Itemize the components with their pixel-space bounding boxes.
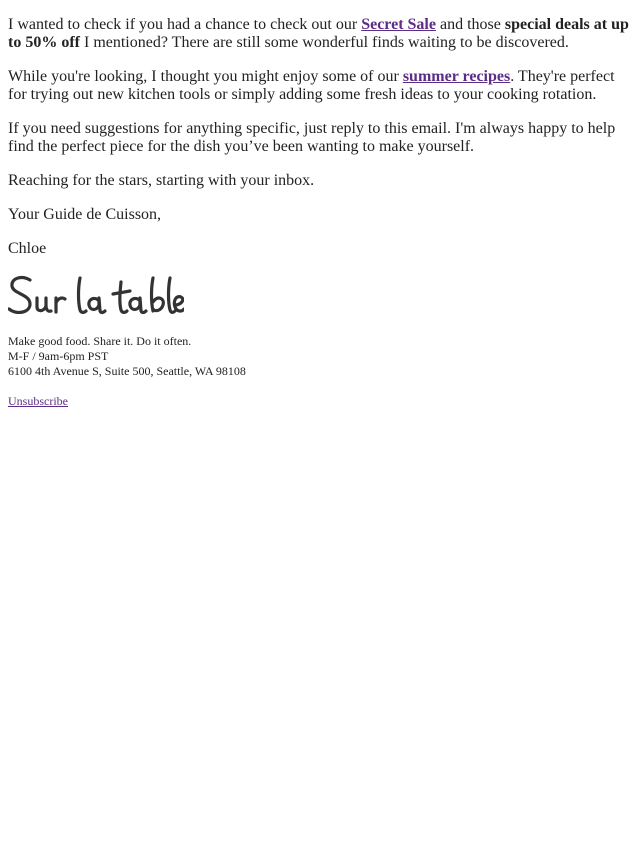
paragraph-summer-recipes bbox=[8, 68, 632, 104]
p1-deal-highlight: special deals at up to 50% off bbox=[8, 16, 629, 51]
paragraph-stars: Reaching for the stars, starting with your inbox. bbox=[8, 172, 315, 189]
p2-text-before: While you're looking, I thought you might enjoy some of our bbox=[8, 68, 403, 85]
p1-text-after: I mentioned? There are still some wonderful finds waiting to be discovered. bbox=[79, 34, 569, 51]
footer bbox=[8, 334, 632, 379]
closing-line: Your Guide de Cuisson, bbox=[8, 206, 162, 223]
footer-hours: M-F / 9am-6pm PST bbox=[8, 349, 109, 363]
email-body bbox=[0, 0, 640, 410]
p2-text-after: . They're perfect for trying out new kitchen tools or simply adding some fresh ideas to your cooking rotation. bbox=[8, 68, 615, 103]
p1-text-middle: and those bbox=[435, 16, 505, 33]
paragraph-secret-sale bbox=[8, 16, 632, 52]
sur-la-table-logo bbox=[8, 274, 184, 318]
summer-recipes-link[interactable]: summer recipes bbox=[402, 68, 511, 85]
footer-tagline: Make good food. Share it. Do it often. bbox=[8, 334, 192, 348]
footer-address: 6100 4th Avenue S, Suite 500, Seattle, WA 98108 bbox=[8, 364, 246, 378]
signature-name: Chloe bbox=[8, 240, 47, 257]
paragraph-suggestions: If you need suggestions for anything specific, just reply to this email. I'm always happy to help find the perfect piece for the dish you’ve been wanting to make yourself. bbox=[8, 120, 616, 155]
unsubscribe-link[interactable]: Unsubscribe bbox=[8, 394, 68, 408]
secret-sale-link[interactable]: Secret Sale bbox=[361, 16, 436, 33]
p1-text-before: I wanted to check if you had a chance to check out our bbox=[8, 16, 362, 33]
